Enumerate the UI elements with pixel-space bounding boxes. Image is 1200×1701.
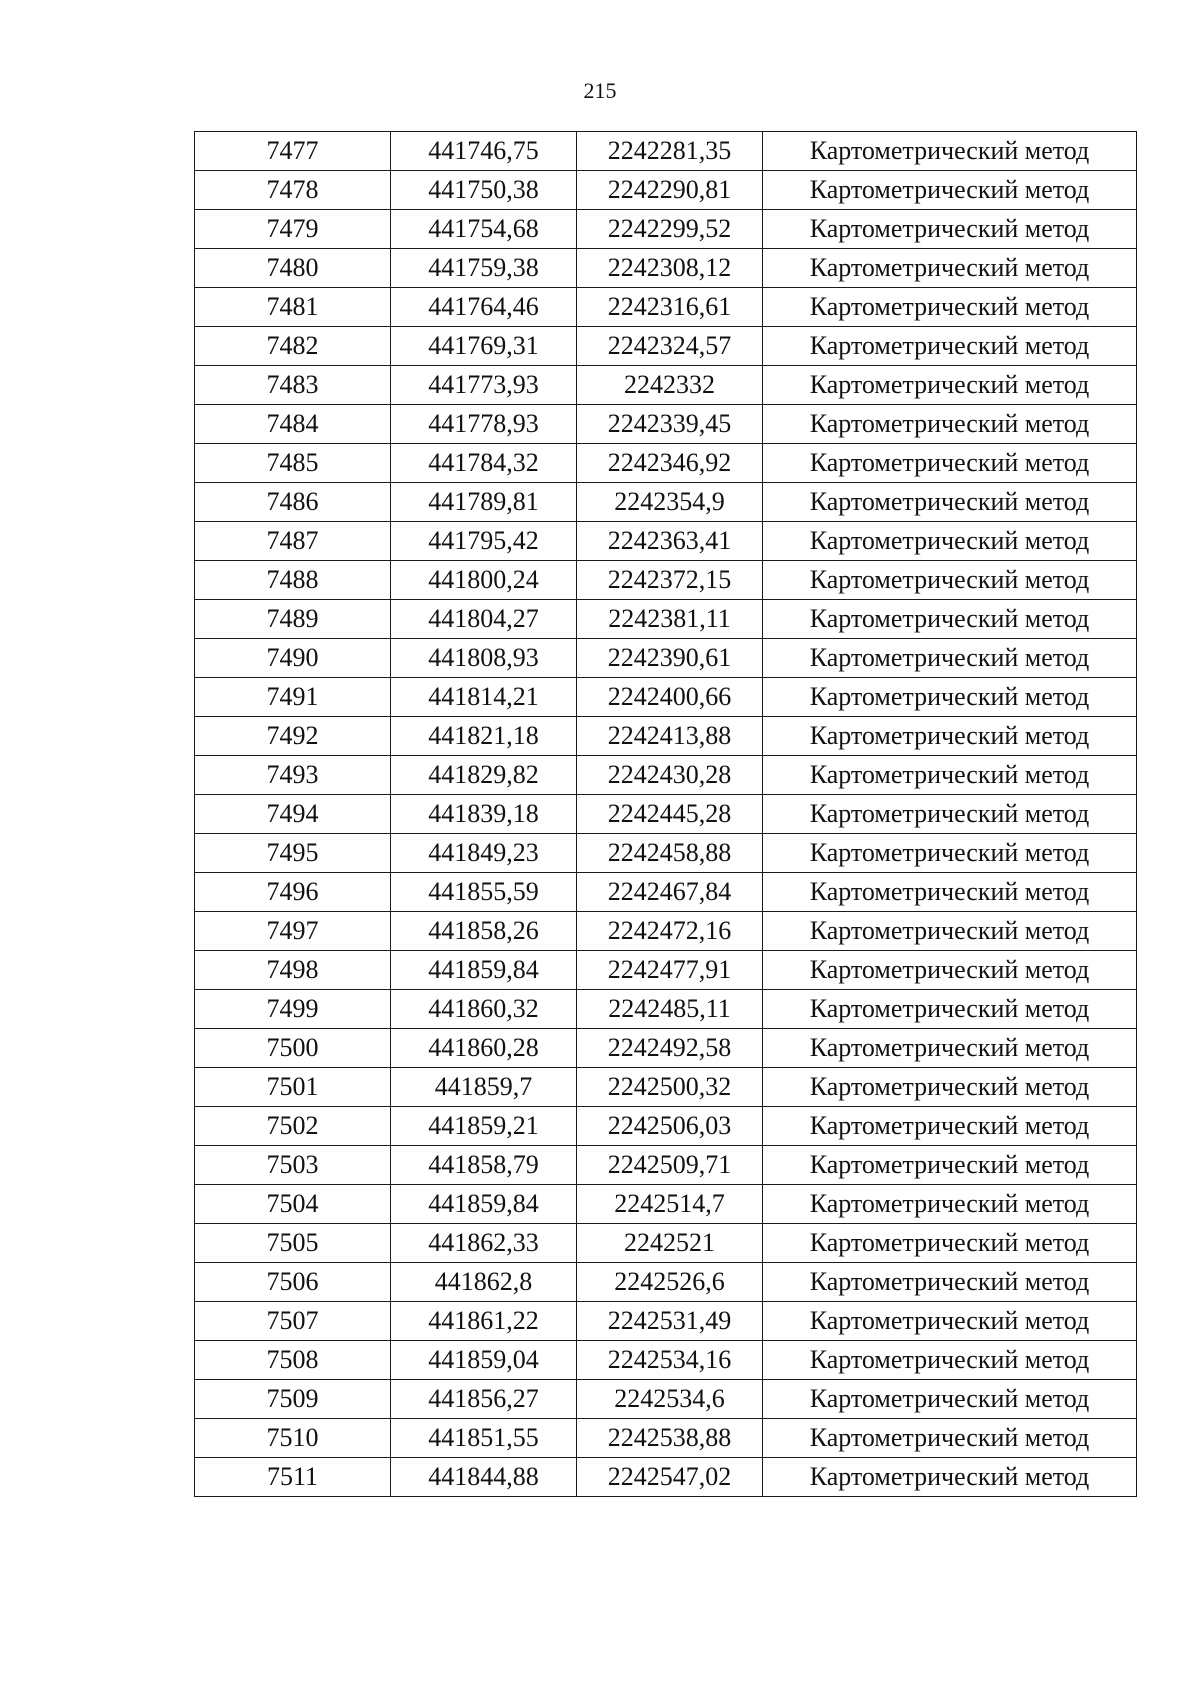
table-row bbox=[195, 1029, 1137, 1068]
point-number-cell: 7483 bbox=[195, 366, 391, 405]
coordinates-table-body bbox=[195, 132, 1137, 1497]
method-cell: Картометрический метод bbox=[763, 717, 1137, 756]
x-coordinate-cell: 441778,93 bbox=[391, 405, 577, 444]
y-coordinate-cell: 2242500,32 bbox=[577, 1068, 763, 1107]
y-coordinate-cell: 2242400,66 bbox=[577, 678, 763, 717]
table-row bbox=[195, 639, 1137, 678]
x-coordinate-cell: 441808,93 bbox=[391, 639, 577, 678]
method-cell: Картометрический метод bbox=[763, 795, 1137, 834]
x-coordinate-cell: 441764,46 bbox=[391, 288, 577, 327]
method-cell: Картометрический метод bbox=[763, 561, 1137, 600]
point-number-cell: 7485 bbox=[195, 444, 391, 483]
point-number-cell: 7492 bbox=[195, 717, 391, 756]
method-cell: Картометрический метод bbox=[763, 1341, 1137, 1380]
y-coordinate-cell: 2242346,92 bbox=[577, 444, 763, 483]
table-row bbox=[195, 756, 1137, 795]
x-coordinate-cell: 441814,21 bbox=[391, 678, 577, 717]
x-coordinate-cell: 441862,33 bbox=[391, 1224, 577, 1263]
table-row bbox=[195, 522, 1137, 561]
table-row bbox=[195, 249, 1137, 288]
point-number-cell: 7501 bbox=[195, 1068, 391, 1107]
method-cell: Картометрический метод bbox=[763, 210, 1137, 249]
point-number-cell: 7496 bbox=[195, 873, 391, 912]
table-row bbox=[195, 1458, 1137, 1497]
point-number-cell: 7505 bbox=[195, 1224, 391, 1263]
y-coordinate-cell: 2242281,35 bbox=[577, 132, 763, 171]
method-cell: Картометрический метод bbox=[763, 1068, 1137, 1107]
point-number-cell: 7500 bbox=[195, 1029, 391, 1068]
y-coordinate-cell: 2242339,45 bbox=[577, 405, 763, 444]
x-coordinate-cell: 441859,84 bbox=[391, 1185, 577, 1224]
method-cell: Картометрический метод bbox=[763, 1302, 1137, 1341]
y-coordinate-cell: 2242521 bbox=[577, 1224, 763, 1263]
table-row bbox=[195, 1341, 1137, 1380]
method-cell: Картометрический метод bbox=[763, 1419, 1137, 1458]
x-coordinate-cell: 441856,27 bbox=[391, 1380, 577, 1419]
y-coordinate-cell: 2242413,88 bbox=[577, 717, 763, 756]
y-coordinate-cell: 2242547,02 bbox=[577, 1458, 763, 1497]
table-row bbox=[195, 1263, 1137, 1302]
y-coordinate-cell: 2242316,61 bbox=[577, 288, 763, 327]
y-coordinate-cell: 2242509,71 bbox=[577, 1146, 763, 1185]
table-row bbox=[195, 288, 1137, 327]
method-cell: Картометрический метод bbox=[763, 951, 1137, 990]
x-coordinate-cell: 441860,32 bbox=[391, 990, 577, 1029]
y-coordinate-cell: 2242332 bbox=[577, 366, 763, 405]
table-row bbox=[195, 1302, 1137, 1341]
table-row bbox=[195, 483, 1137, 522]
method-cell: Картометрический метод bbox=[763, 1224, 1137, 1263]
method-cell: Картометрический метод bbox=[763, 1029, 1137, 1068]
x-coordinate-cell: 441859,21 bbox=[391, 1107, 577, 1146]
point-number-cell: 7504 bbox=[195, 1185, 391, 1224]
table-row bbox=[195, 366, 1137, 405]
table-row bbox=[195, 1146, 1137, 1185]
y-coordinate-cell: 2242445,28 bbox=[577, 795, 763, 834]
method-cell: Картометрический метод bbox=[763, 834, 1137, 873]
table-row bbox=[195, 444, 1137, 483]
y-coordinate-cell: 2242354,9 bbox=[577, 483, 763, 522]
point-number-cell: 7507 bbox=[195, 1302, 391, 1341]
table-row bbox=[195, 873, 1137, 912]
y-coordinate-cell: 2242538,88 bbox=[577, 1419, 763, 1458]
table-row bbox=[195, 1185, 1137, 1224]
method-cell: Картометрический метод bbox=[763, 600, 1137, 639]
y-coordinate-cell: 2242299,52 bbox=[577, 210, 763, 249]
x-coordinate-cell: 441851,55 bbox=[391, 1419, 577, 1458]
method-cell: Картометрический метод bbox=[763, 1380, 1137, 1419]
method-cell: Картометрический метод bbox=[763, 678, 1137, 717]
method-cell: Картометрический метод bbox=[763, 756, 1137, 795]
x-coordinate-cell: 441858,79 bbox=[391, 1146, 577, 1185]
method-cell: Картометрический метод bbox=[763, 912, 1137, 951]
y-coordinate-cell: 2242290,81 bbox=[577, 171, 763, 210]
point-number-cell: 7480 bbox=[195, 249, 391, 288]
x-coordinate-cell: 441862,8 bbox=[391, 1263, 577, 1302]
point-number-cell: 7489 bbox=[195, 600, 391, 639]
point-number-cell: 7490 bbox=[195, 639, 391, 678]
y-coordinate-cell: 2242308,12 bbox=[577, 249, 763, 288]
table-row bbox=[195, 912, 1137, 951]
method-cell: Картометрический метод bbox=[763, 1107, 1137, 1146]
method-cell: Картометрический метод bbox=[763, 288, 1137, 327]
x-coordinate-cell: 441821,18 bbox=[391, 717, 577, 756]
point-number-cell: 7493 bbox=[195, 756, 391, 795]
x-coordinate-cell: 441859,7 bbox=[391, 1068, 577, 1107]
table-row bbox=[195, 171, 1137, 210]
y-coordinate-cell: 2242467,84 bbox=[577, 873, 763, 912]
point-number-cell: 7508 bbox=[195, 1341, 391, 1380]
page-number: 215 bbox=[583, 78, 617, 103]
x-coordinate-cell: 441800,24 bbox=[391, 561, 577, 600]
y-coordinate-cell: 2242531,49 bbox=[577, 1302, 763, 1341]
y-coordinate-cell: 2242485,11 bbox=[577, 990, 763, 1029]
x-coordinate-cell: 441773,93 bbox=[391, 366, 577, 405]
y-coordinate-cell: 2242514,7 bbox=[577, 1185, 763, 1224]
point-number-cell: 7498 bbox=[195, 951, 391, 990]
x-coordinate-cell: 441861,22 bbox=[391, 1302, 577, 1341]
table-row bbox=[195, 717, 1137, 756]
x-coordinate-cell: 441849,23 bbox=[391, 834, 577, 873]
y-coordinate-cell: 2242363,41 bbox=[577, 522, 763, 561]
table-row bbox=[195, 405, 1137, 444]
method-cell: Картометрический метод bbox=[763, 1458, 1137, 1497]
point-number-cell: 7511 bbox=[195, 1458, 391, 1497]
y-coordinate-cell: 2242534,16 bbox=[577, 1341, 763, 1380]
table-row bbox=[195, 1419, 1137, 1458]
x-coordinate-cell: 441859,04 bbox=[391, 1341, 577, 1380]
method-cell: Картометрический метод bbox=[763, 1263, 1137, 1302]
x-coordinate-cell: 441759,38 bbox=[391, 249, 577, 288]
point-number-cell: 7479 bbox=[195, 210, 391, 249]
method-cell: Картометрический метод bbox=[763, 171, 1137, 210]
table-row bbox=[195, 600, 1137, 639]
method-cell: Картометрический метод bbox=[763, 483, 1137, 522]
point-number-cell: 7506 bbox=[195, 1263, 391, 1302]
point-number-cell: 7484 bbox=[195, 405, 391, 444]
x-coordinate-cell: 441829,82 bbox=[391, 756, 577, 795]
x-coordinate-cell: 441746,75 bbox=[391, 132, 577, 171]
method-cell: Картометрический метод bbox=[763, 990, 1137, 1029]
coordinates-table bbox=[194, 131, 1137, 1497]
table-row bbox=[195, 210, 1137, 249]
table-row bbox=[195, 1380, 1137, 1419]
x-coordinate-cell: 441769,31 bbox=[391, 327, 577, 366]
point-number-cell: 7488 bbox=[195, 561, 391, 600]
method-cell: Картометрический метод bbox=[763, 405, 1137, 444]
x-coordinate-cell: 441855,59 bbox=[391, 873, 577, 912]
x-coordinate-cell: 441844,88 bbox=[391, 1458, 577, 1497]
x-coordinate-cell: 441804,27 bbox=[391, 600, 577, 639]
y-coordinate-cell: 2242492,58 bbox=[577, 1029, 763, 1068]
y-coordinate-cell: 2242506,03 bbox=[577, 1107, 763, 1146]
point-number-cell: 7510 bbox=[195, 1419, 391, 1458]
x-coordinate-cell: 441754,68 bbox=[391, 210, 577, 249]
method-cell: Картометрический метод bbox=[763, 873, 1137, 912]
x-coordinate-cell: 441750,38 bbox=[391, 171, 577, 210]
y-coordinate-cell: 2242458,88 bbox=[577, 834, 763, 873]
y-coordinate-cell: 2242381,11 bbox=[577, 600, 763, 639]
point-number-cell: 7478 bbox=[195, 171, 391, 210]
table-row bbox=[195, 795, 1137, 834]
table-row bbox=[195, 1224, 1137, 1263]
method-cell: Картометрический метод bbox=[763, 1185, 1137, 1224]
y-coordinate-cell: 2242324,57 bbox=[577, 327, 763, 366]
table-row bbox=[195, 1107, 1137, 1146]
method-cell: Картометрический метод bbox=[763, 249, 1137, 288]
table-row bbox=[195, 327, 1137, 366]
table-row bbox=[195, 951, 1137, 990]
point-number-cell: 7477 bbox=[195, 132, 391, 171]
method-cell: Картометрический метод bbox=[763, 366, 1137, 405]
table-row bbox=[195, 132, 1137, 171]
y-coordinate-cell: 2242390,61 bbox=[577, 639, 763, 678]
point-number-cell: 7487 bbox=[195, 522, 391, 561]
table-row bbox=[195, 990, 1137, 1029]
point-number-cell: 7482 bbox=[195, 327, 391, 366]
point-number-cell: 7502 bbox=[195, 1107, 391, 1146]
table-row bbox=[195, 678, 1137, 717]
x-coordinate-cell: 441858,26 bbox=[391, 912, 577, 951]
y-coordinate-cell: 2242477,91 bbox=[577, 951, 763, 990]
point-number-cell: 7481 bbox=[195, 288, 391, 327]
x-coordinate-cell: 441784,32 bbox=[391, 444, 577, 483]
x-coordinate-cell: 441795,42 bbox=[391, 522, 577, 561]
x-coordinate-cell: 441839,18 bbox=[391, 795, 577, 834]
x-coordinate-cell: 441789,81 bbox=[391, 483, 577, 522]
point-number-cell: 7497 bbox=[195, 912, 391, 951]
y-coordinate-cell: 2242526,6 bbox=[577, 1263, 763, 1302]
table-row bbox=[195, 834, 1137, 873]
y-coordinate-cell: 2242472,16 bbox=[577, 912, 763, 951]
point-number-cell: 7499 bbox=[195, 990, 391, 1029]
x-coordinate-cell: 441859,84 bbox=[391, 951, 577, 990]
x-coordinate-cell: 441860,28 bbox=[391, 1029, 577, 1068]
method-cell: Картометрический метод bbox=[763, 444, 1137, 483]
method-cell: Картометрический метод bbox=[763, 132, 1137, 171]
table-row bbox=[195, 561, 1137, 600]
point-number-cell: 7509 bbox=[195, 1380, 391, 1419]
method-cell: Картометрический метод bbox=[763, 639, 1137, 678]
point-number-cell: 7486 bbox=[195, 483, 391, 522]
y-coordinate-cell: 2242534,6 bbox=[577, 1380, 763, 1419]
table-row bbox=[195, 1068, 1137, 1107]
point-number-cell: 7503 bbox=[195, 1146, 391, 1185]
point-number-cell: 7495 bbox=[195, 834, 391, 873]
method-cell: Картометрический метод bbox=[763, 1146, 1137, 1185]
y-coordinate-cell: 2242430,28 bbox=[577, 756, 763, 795]
method-cell: Картометрический метод bbox=[763, 522, 1137, 561]
method-cell: Картометрический метод bbox=[763, 327, 1137, 366]
y-coordinate-cell: 2242372,15 bbox=[577, 561, 763, 600]
point-number-cell: 7494 bbox=[195, 795, 391, 834]
point-number-cell: 7491 bbox=[195, 678, 391, 717]
